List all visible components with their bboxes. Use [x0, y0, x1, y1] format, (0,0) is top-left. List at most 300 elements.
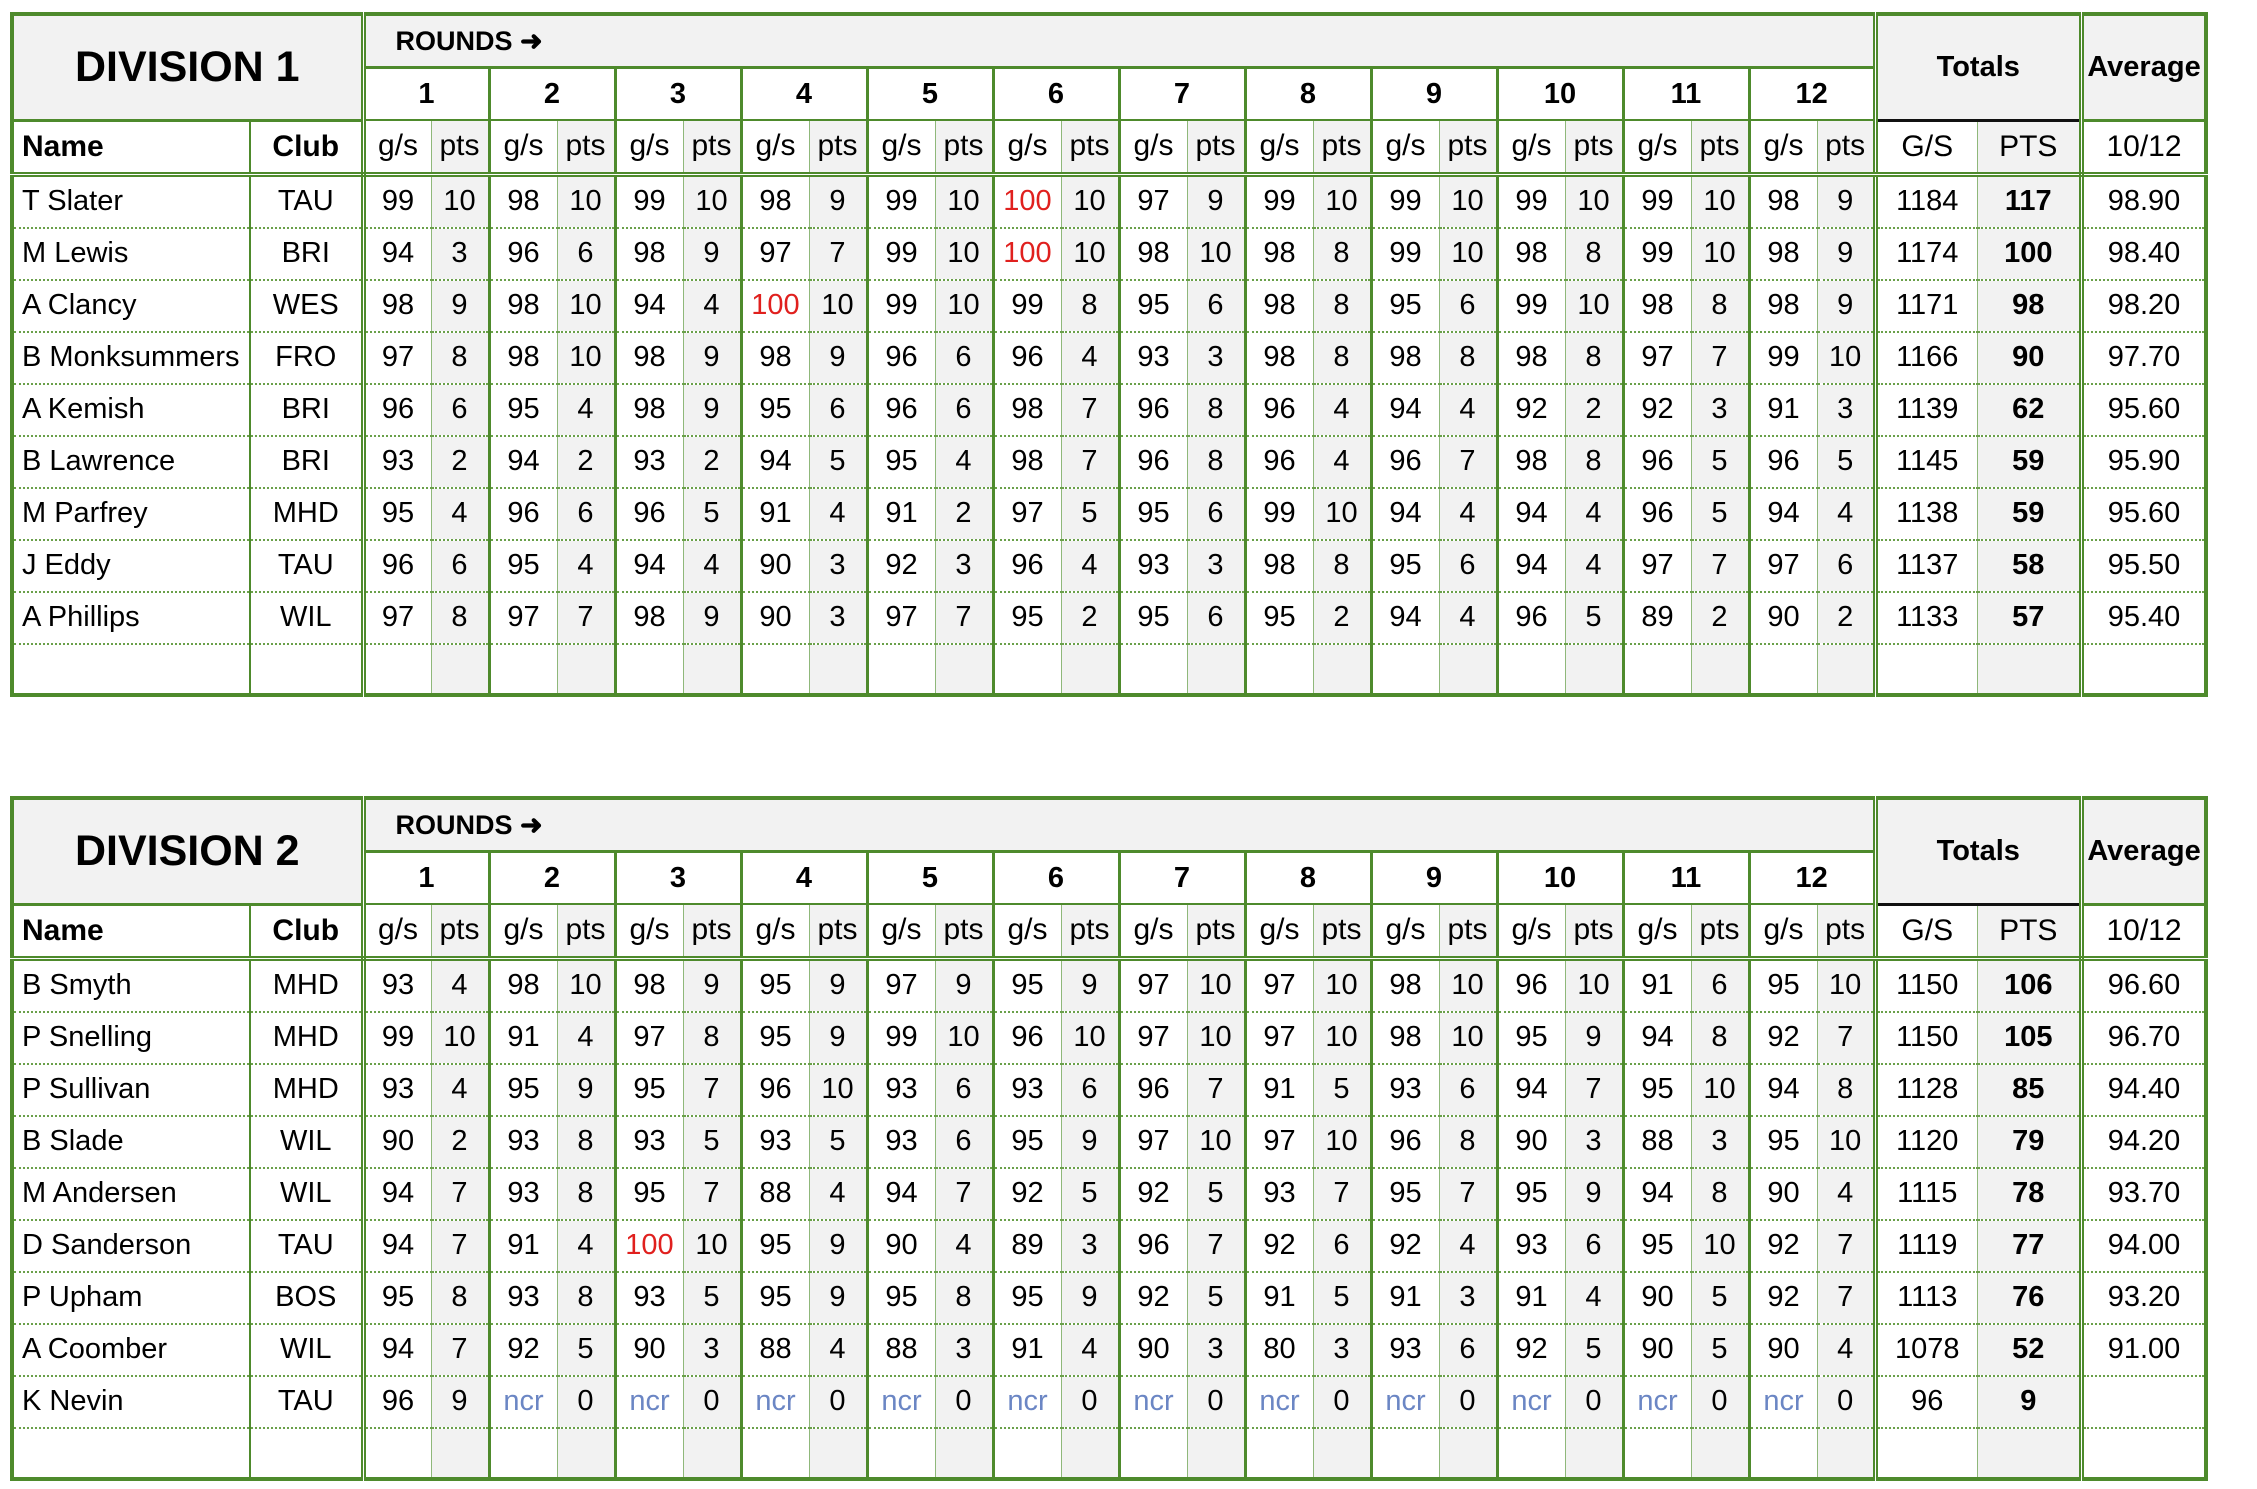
average-cell: 93.70 — [2081, 1168, 2206, 1220]
round-pts-cell: 4 — [557, 1012, 615, 1064]
round-pts-cell: 10 — [557, 280, 615, 332]
round-pts-cell: 7 — [1313, 1168, 1371, 1220]
average-cell: 95.60 — [2081, 488, 2206, 540]
empty-cell — [1875, 1428, 1977, 1479]
round-pts-cell: 2 — [1061, 592, 1119, 644]
round-pts-cell: 4 — [935, 1220, 993, 1272]
empty-cell — [1245, 1428, 1313, 1479]
average-cell: 94.20 — [2081, 1116, 2206, 1168]
round-number: 4 — [741, 68, 867, 121]
round-gs-cell: 98 — [1497, 332, 1565, 384]
pts-column-header: pts — [935, 120, 993, 174]
round-pts-cell: 6 — [431, 384, 489, 436]
round-gs-cell: 99 — [363, 1012, 431, 1064]
round-pts-cell: 3 — [1565, 1116, 1623, 1168]
pts-column-header: pts — [1565, 120, 1623, 174]
round-gs-cell: 93 — [489, 1272, 557, 1324]
empty-cell — [993, 644, 1061, 695]
round-pts-cell: 4 — [809, 488, 867, 540]
table-row — [12, 332, 2206, 384]
empty-row — [12, 1428, 2206, 1479]
round-gs-cell: 97 — [1245, 1116, 1313, 1168]
round-gs-cell: 96 — [1497, 958, 1565, 1012]
round-pts-cell: 10 — [1061, 174, 1119, 228]
round-pts-cell: 10 — [935, 228, 993, 280]
round-pts-cell: 6 — [431, 540, 489, 592]
shooter-name: M Lewis — [12, 228, 250, 280]
round-gs-cell: 94 — [363, 1168, 431, 1220]
shooter-name: B Lawrence — [12, 436, 250, 488]
round-pts-cell: 10 — [557, 958, 615, 1012]
round-gs-cell: 95 — [1497, 1168, 1565, 1220]
round-gs-cell: ncr — [1623, 1376, 1691, 1428]
club-code: WIL — [250, 1168, 363, 1220]
round-pts-cell: 8 — [557, 1116, 615, 1168]
round-gs-cell: 94 — [1371, 488, 1439, 540]
round-gs-cell: 91 — [1623, 958, 1691, 1012]
empty-cell — [1313, 1428, 1371, 1479]
round-pts-cell: 6 — [1817, 540, 1875, 592]
round-gs-cell: 97 — [1245, 1012, 1313, 1064]
round-pts-cell: 5 — [1061, 1168, 1119, 1220]
club-column-header: Club — [250, 120, 363, 174]
round-number: 7 — [1119, 68, 1245, 121]
gs-column-header: g/s — [1245, 120, 1313, 174]
round-pts-cell: 9 — [809, 1220, 867, 1272]
round-pts-cell: 4 — [557, 1220, 615, 1272]
round-gs-cell: 98 — [489, 332, 557, 384]
round-number: 3 — [615, 852, 741, 905]
round-pts-cell: 6 — [557, 228, 615, 280]
average-sub-header: 10/12 — [2081, 904, 2206, 958]
round-gs-cell: 96 — [1119, 1064, 1187, 1116]
round-pts-cell: 7 — [809, 228, 867, 280]
round-gs-cell: 95 — [363, 488, 431, 540]
round-pts-cell: 3 — [1691, 1116, 1749, 1168]
average-cell: 95.40 — [2081, 592, 2206, 644]
round-pts-cell: 8 — [1313, 280, 1371, 332]
round-gs-cell: 95 — [489, 1064, 557, 1116]
round-number: 10 — [1497, 852, 1623, 905]
total-pts-cell: 59 — [1977, 436, 2081, 488]
round-pts-cell: 0 — [1187, 1376, 1245, 1428]
round-pts-cell: 3 — [809, 592, 867, 644]
round-pts-cell: 9 — [1565, 1168, 1623, 1220]
round-gs-cell: 96 — [1119, 1220, 1187, 1272]
round-gs-cell: 98 — [1245, 280, 1313, 332]
round-gs-cell: 98 — [1119, 228, 1187, 280]
empty-cell — [1623, 644, 1691, 695]
round-pts-cell: 6 — [1061, 1064, 1119, 1116]
gs-column-header: g/s — [741, 120, 809, 174]
round-pts-cell: 10 — [1439, 958, 1497, 1012]
round-pts-cell: 10 — [1817, 958, 1875, 1012]
round-number: 2 — [489, 852, 615, 905]
gs-column-header: g/s — [1623, 904, 1691, 958]
round-pts-cell: 10 — [1313, 488, 1371, 540]
round-gs-cell: 94 — [867, 1168, 935, 1220]
round-gs-cell: 98 — [1497, 436, 1565, 488]
round-gs-cell: 96 — [993, 332, 1061, 384]
round-gs-cell: 90 — [1749, 592, 1817, 644]
club-column-header: Club — [250, 904, 363, 958]
empty-cell — [12, 644, 250, 695]
pts-column-header: pts — [935, 904, 993, 958]
club-code: MHD — [250, 488, 363, 540]
round-gs-cell: 99 — [1623, 174, 1691, 228]
round-gs-cell: 95 — [741, 958, 809, 1012]
round-pts-cell: 10 — [935, 1012, 993, 1064]
round-gs-cell: 94 — [1749, 488, 1817, 540]
empty-cell — [615, 1428, 683, 1479]
round-gs-cell: 97 — [1119, 958, 1187, 1012]
round-pts-cell: 9 — [1817, 174, 1875, 228]
club-code: FRO — [250, 332, 363, 384]
round-pts-cell: 10 — [1313, 1116, 1371, 1168]
round-pts-cell: 9 — [683, 384, 741, 436]
pts-column-header: pts — [1565, 904, 1623, 958]
round-pts-cell: 8 — [557, 1168, 615, 1220]
round-pts-cell: 6 — [1439, 1324, 1497, 1376]
round-gs-cell: 99 — [1371, 174, 1439, 228]
round-pts-cell: 0 — [809, 1376, 867, 1428]
round-pts-cell: 5 — [1691, 1324, 1749, 1376]
round-pts-cell: 10 — [1439, 174, 1497, 228]
pts-column-header: pts — [431, 904, 489, 958]
round-gs-cell: 93 — [615, 436, 683, 488]
round-gs-cell: 97 — [489, 592, 557, 644]
empty-cell — [741, 1428, 809, 1479]
empty-cell — [935, 644, 993, 695]
round-gs-cell: 100 — [993, 228, 1061, 280]
empty-cell — [1817, 1428, 1875, 1479]
round-pts-cell: 10 — [1313, 174, 1371, 228]
total-gs-cell: 1150 — [1875, 958, 1977, 1012]
round-gs-cell: 95 — [1749, 958, 1817, 1012]
round-pts-cell: 3 — [935, 540, 993, 592]
round-pts-cell: 10 — [809, 280, 867, 332]
round-pts-cell: 0 — [683, 1376, 741, 1428]
round-pts-cell: 3 — [1187, 540, 1245, 592]
round-gs-cell: 98 — [1749, 228, 1817, 280]
round-pts-cell: 6 — [557, 488, 615, 540]
round-pts-cell: 10 — [1565, 174, 1623, 228]
empty-cell — [489, 1428, 557, 1479]
round-gs-cell: 96 — [615, 488, 683, 540]
round-gs-cell: 93 — [1245, 1168, 1313, 1220]
round-gs-cell: 90 — [741, 592, 809, 644]
scores-table — [10, 796, 2208, 1481]
round-gs-cell: 92 — [993, 1168, 1061, 1220]
total-gs-cell: 1113 — [1875, 1272, 1977, 1324]
round-pts-cell: 4 — [1313, 384, 1371, 436]
round-pts-cell: 2 — [431, 1116, 489, 1168]
average-cell: 91.00 — [2081, 1324, 2206, 1376]
total-gs-cell: 1171 — [1875, 280, 1977, 332]
round-pts-cell: 6 — [935, 332, 993, 384]
round-gs-cell: 91 — [1245, 1064, 1313, 1116]
round-gs-cell: 92 — [1371, 1220, 1439, 1272]
round-pts-cell: 10 — [809, 1064, 867, 1116]
empty-row — [12, 644, 2206, 695]
round-gs-cell: 98 — [615, 592, 683, 644]
round-gs-cell: 98 — [1371, 958, 1439, 1012]
round-pts-cell: 2 — [1817, 592, 1875, 644]
round-gs-cell: 91 — [1245, 1272, 1313, 1324]
round-pts-cell: 8 — [1565, 332, 1623, 384]
round-gs-cell: 96 — [1749, 436, 1817, 488]
round-gs-cell: 98 — [489, 280, 557, 332]
round-pts-cell: 3 — [431, 228, 489, 280]
round-gs-cell: 100 — [615, 1220, 683, 1272]
empty-cell — [1119, 644, 1187, 695]
round-gs-cell: 97 — [741, 228, 809, 280]
round-number: 6 — [993, 68, 1119, 121]
round-pts-cell: 10 — [1565, 958, 1623, 1012]
round-gs-cell: ncr — [993, 1376, 1061, 1428]
round-number: 11 — [1623, 68, 1749, 121]
round-gs-cell: 97 — [867, 958, 935, 1012]
round-gs-cell: 91 — [489, 1220, 557, 1272]
round-gs-cell: 95 — [741, 1220, 809, 1272]
round-gs-cell: 95 — [615, 1064, 683, 1116]
round-pts-cell: 10 — [431, 174, 489, 228]
gs-column-header: g/s — [867, 120, 935, 174]
round-gs-cell: ncr — [867, 1376, 935, 1428]
round-gs-cell: 99 — [867, 280, 935, 332]
round-gs-cell: 92 — [489, 1324, 557, 1376]
round-pts-cell: 8 — [431, 592, 489, 644]
round-gs-cell: 93 — [363, 436, 431, 488]
round-pts-cell: 9 — [1187, 174, 1245, 228]
round-pts-cell: 10 — [1187, 1116, 1245, 1168]
average-cell: 95.60 — [2081, 384, 2206, 436]
round-pts-cell: 10 — [1439, 228, 1497, 280]
round-pts-cell: 4 — [809, 1168, 867, 1220]
round-gs-cell: 97 — [1245, 958, 1313, 1012]
round-pts-cell: 3 — [1313, 1324, 1371, 1376]
gs-column-header: g/s — [363, 120, 431, 174]
pts-column-header: pts — [1313, 904, 1371, 958]
round-pts-cell: 9 — [1817, 280, 1875, 332]
total-gs-cell: 1138 — [1875, 488, 1977, 540]
total-pts-cell: 52 — [1977, 1324, 2081, 1376]
round-pts-cell: 6 — [935, 1064, 993, 1116]
round-pts-cell: 9 — [809, 332, 867, 384]
empty-cell — [431, 644, 489, 695]
round-gs-cell: 98 — [741, 174, 809, 228]
round-gs-cell: 96 — [993, 540, 1061, 592]
round-gs-cell: 95 — [363, 1272, 431, 1324]
round-pts-cell: 8 — [1313, 540, 1371, 592]
club-code: BRI — [250, 384, 363, 436]
round-gs-cell: ncr — [1371, 1376, 1439, 1428]
round-gs-cell: 93 — [1119, 332, 1187, 384]
round-pts-cell: 6 — [1187, 280, 1245, 332]
total-gs-cell: 1145 — [1875, 436, 1977, 488]
club-code: BRI — [250, 436, 363, 488]
round-gs-cell: 96 — [363, 540, 431, 592]
pts-column-header: pts — [557, 120, 615, 174]
empty-cell — [1977, 644, 2081, 695]
round-pts-cell: 5 — [683, 488, 741, 540]
club-code: TAU — [250, 1376, 363, 1428]
total-pts-cell: 78 — [1977, 1168, 2081, 1220]
round-pts-cell: 7 — [683, 1168, 741, 1220]
round-gs-cell: 97 — [1119, 1012, 1187, 1064]
round-number: 5 — [867, 852, 993, 905]
total-pts-cell: 90 — [1977, 332, 2081, 384]
empty-cell — [683, 644, 741, 695]
total-pts-cell: 85 — [1977, 1064, 2081, 1116]
totals-header: Totals — [1875, 14, 2081, 120]
gs-column-header: g/s — [489, 904, 557, 958]
pts-column-header: pts — [1061, 120, 1119, 174]
round-gs-cell: 95 — [741, 1272, 809, 1324]
empty-cell — [557, 644, 615, 695]
empty-cell — [1565, 1428, 1623, 1479]
club-code: TAU — [250, 174, 363, 228]
round-gs-cell: 93 — [489, 1116, 557, 1168]
round-pts-cell: 7 — [557, 592, 615, 644]
empty-cell — [2081, 644, 2206, 695]
round-number: 10 — [1497, 68, 1623, 121]
empty-cell — [993, 1428, 1061, 1479]
total-pts-cell: 57 — [1977, 592, 2081, 644]
empty-cell — [1187, 644, 1245, 695]
round-gs-cell: 95 — [1119, 592, 1187, 644]
shooter-name: B Smyth — [12, 958, 250, 1012]
pts-column-header: pts — [683, 904, 741, 958]
round-gs-cell: 95 — [1749, 1116, 1817, 1168]
round-pts-cell: 4 — [1061, 332, 1119, 384]
round-pts-cell: 5 — [1565, 1324, 1623, 1376]
round-gs-cell: 94 — [615, 540, 683, 592]
round-gs-cell: 91 — [741, 488, 809, 540]
gs-column-header: g/s — [1749, 120, 1817, 174]
round-pts-cell: 7 — [431, 1324, 489, 1376]
round-gs-cell: 93 — [1371, 1324, 1439, 1376]
empty-cell — [250, 644, 363, 695]
shooter-name: A Coomber — [12, 1324, 250, 1376]
round-gs-cell: 95 — [1119, 280, 1187, 332]
shooter-name: P Sullivan — [12, 1064, 250, 1116]
average-cell: 94.00 — [2081, 1220, 2206, 1272]
round-gs-cell: ncr — [1245, 1376, 1313, 1428]
round-pts-cell: 2 — [1691, 592, 1749, 644]
round-gs-cell: 94 — [363, 1324, 431, 1376]
average-cell: 98.90 — [2081, 174, 2206, 228]
round-gs-cell: 98 — [1371, 332, 1439, 384]
round-number: 5 — [867, 68, 993, 121]
average-cell — [2081, 1376, 2206, 1428]
round-gs-cell: 93 — [867, 1116, 935, 1168]
table-row — [12, 1012, 2206, 1064]
gs-column-header: g/s — [363, 904, 431, 958]
average-cell: 93.20 — [2081, 1272, 2206, 1324]
total-pts-header: PTS — [1977, 120, 2081, 174]
empty-cell — [809, 1428, 867, 1479]
club-code: WIL — [250, 1324, 363, 1376]
round-pts-cell: 9 — [1061, 1272, 1119, 1324]
round-pts-cell: 6 — [1691, 958, 1749, 1012]
empty-cell — [363, 644, 431, 695]
round-pts-cell: 3 — [1817, 384, 1875, 436]
round-gs-cell: 92 — [1119, 1168, 1187, 1220]
empty-cell — [1875, 644, 1977, 695]
round-pts-cell: 4 — [683, 540, 741, 592]
table-row — [12, 384, 2206, 436]
round-gs-cell: 90 — [363, 1116, 431, 1168]
round-pts-cell: 4 — [557, 384, 615, 436]
round-gs-cell: 80 — [1245, 1324, 1313, 1376]
round-gs-cell: 94 — [1623, 1012, 1691, 1064]
gs-column-header: g/s — [1371, 904, 1439, 958]
club-code: MHD — [250, 958, 363, 1012]
empty-cell — [363, 1428, 431, 1479]
round-pts-cell: 7 — [1817, 1272, 1875, 1324]
round-gs-cell: 90 — [867, 1220, 935, 1272]
average-cell: 95.50 — [2081, 540, 2206, 592]
shooter-name: A Clancy — [12, 280, 250, 332]
round-pts-cell: 5 — [1691, 436, 1749, 488]
club-code: MHD — [250, 1012, 363, 1064]
total-pts-cell: 76 — [1977, 1272, 2081, 1324]
round-pts-cell: 4 — [1817, 1168, 1875, 1220]
total-pts-cell: 106 — [1977, 958, 2081, 1012]
round-pts-cell: 10 — [1565, 280, 1623, 332]
empty-cell — [1313, 644, 1371, 695]
round-gs-cell: 98 — [1749, 280, 1817, 332]
division-1-table — [10, 12, 2201, 697]
round-pts-cell: 9 — [1817, 228, 1875, 280]
round-gs-cell: 99 — [867, 174, 935, 228]
round-gs-cell: 90 — [1623, 1272, 1691, 1324]
round-gs-cell: 96 — [1623, 436, 1691, 488]
empty-cell — [1817, 644, 1875, 695]
shooter-name: A Kemish — [12, 384, 250, 436]
round-number: 12 — [1749, 852, 1875, 905]
round-gs-cell: 92 — [1623, 384, 1691, 436]
round-number: 4 — [741, 852, 867, 905]
pts-column-header: pts — [1817, 120, 1875, 174]
empty-cell — [1749, 1428, 1817, 1479]
round-pts-cell: 10 — [1187, 228, 1245, 280]
round-pts-cell: 10 — [431, 1012, 489, 1064]
gs-column-header: g/s — [615, 904, 683, 958]
round-pts-cell: 0 — [557, 1376, 615, 1428]
table-row — [12, 1324, 2206, 1376]
round-pts-cell: 9 — [809, 1012, 867, 1064]
round-gs-cell: 90 — [615, 1324, 683, 1376]
total-gs-cell: 1166 — [1875, 332, 1977, 384]
round-gs-cell: 96 — [1623, 488, 1691, 540]
round-gs-cell: 93 — [363, 1064, 431, 1116]
round-number: 6 — [993, 852, 1119, 905]
total-gs-cell: 1133 — [1875, 592, 1977, 644]
round-pts-cell: 8 — [1691, 1012, 1749, 1064]
round-pts-cell: 4 — [1565, 488, 1623, 540]
empty-cell — [935, 1428, 993, 1479]
empty-cell — [1061, 644, 1119, 695]
round-pts-cell: 10 — [1691, 174, 1749, 228]
round-gs-cell: 90 — [741, 540, 809, 592]
round-gs-cell: 92 — [1497, 384, 1565, 436]
round-gs-cell: ncr — [1749, 1376, 1817, 1428]
average-cell: 95.90 — [2081, 436, 2206, 488]
round-gs-cell: 93 — [1371, 1064, 1439, 1116]
division-2-table — [10, 796, 2201, 1481]
